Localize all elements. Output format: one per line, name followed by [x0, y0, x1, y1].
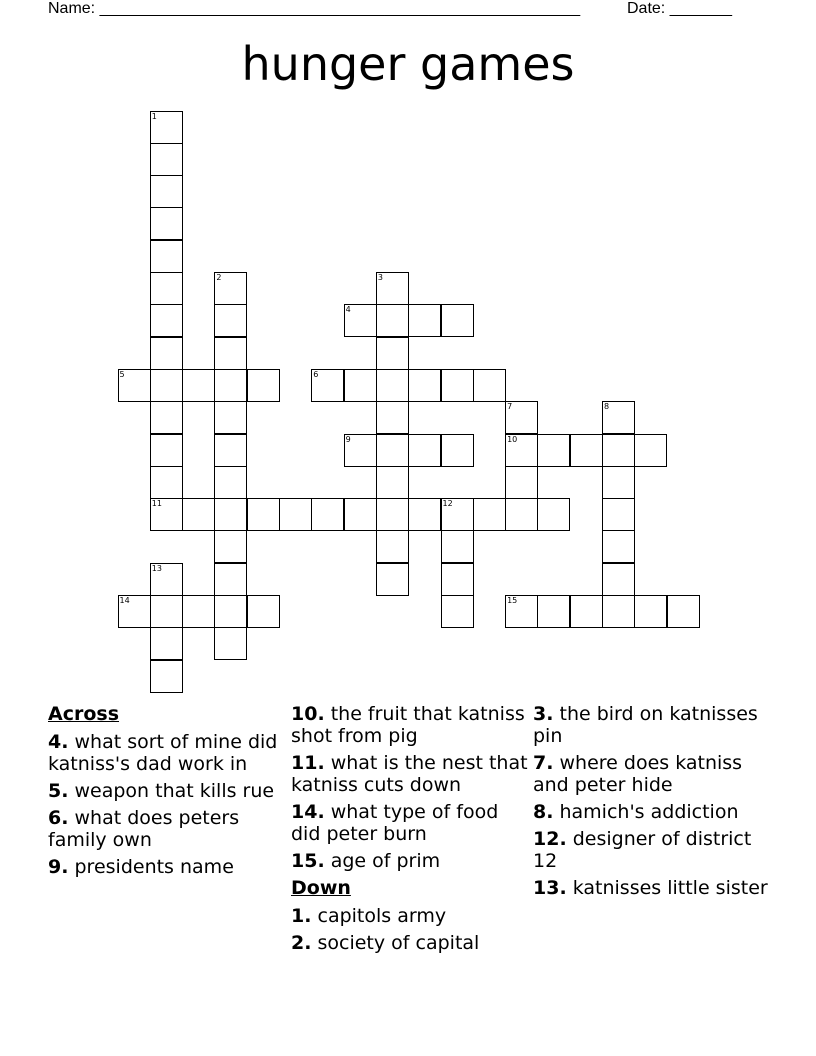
grid-cell[interactable] — [214, 595, 247, 628]
clue-down-1 — [291, 905, 531, 927]
clue-number: 13. — [533, 877, 567, 899]
clue-across-9 — [48, 856, 288, 878]
clue-number-label: 6 — [313, 369, 319, 379]
grid-cell[interactable] — [441, 530, 474, 563]
grid-cell[interactable] — [602, 530, 635, 563]
grid-cell[interactable] — [214, 466, 247, 499]
clue-number: 3. — [533, 703, 554, 725]
clue-number-label: 13 — [151, 563, 162, 573]
clue-number: 11. — [291, 752, 325, 774]
grid-cell[interactable] — [441, 369, 474, 402]
grid-cell[interactable] — [473, 498, 506, 531]
clue-text: the fruit that katniss shot from pig — [291, 703, 525, 747]
clue-text: katnisses little sister — [566, 877, 768, 899]
grid-cell[interactable] — [311, 498, 344, 531]
clue-number-label: 12 — [442, 499, 453, 509]
grid-cell[interactable] — [150, 627, 183, 660]
grid-cell[interactable] — [441, 595, 474, 628]
clue-text: what type of food did peter burn — [291, 801, 499, 845]
clue-number: 5. — [48, 780, 69, 802]
grid-cell[interactable] — [150, 304, 183, 337]
grid-cell[interactable] — [376, 401, 409, 434]
clue-text: designer of district 12 — [533, 828, 752, 872]
grid-cell[interactable] — [214, 401, 247, 434]
grid-cell[interactable] — [182, 369, 215, 402]
clue-down-8 — [533, 801, 773, 823]
grid-cell[interactable] — [279, 498, 312, 531]
grid-cell[interactable] — [537, 434, 570, 467]
grid-cell[interactable] — [344, 369, 377, 402]
puzzle-title: hunger games — [241, 37, 575, 91]
grid-cell[interactable] — [214, 498, 247, 531]
clue-text: hamich's addiction — [553, 801, 739, 823]
clue-number-label: 8 — [604, 402, 610, 412]
name-field[interactable]: Name: ______________________________________________________ — [48, 0, 581, 17]
date-field[interactable]: Date: _______ — [627, 0, 732, 17]
across-heading: Across — [48, 703, 120, 725]
clue-text: capitols army — [311, 905, 447, 927]
grid-cell[interactable] — [247, 369, 280, 402]
grid-cell[interactable] — [182, 595, 215, 628]
grid-cell[interactable] — [376, 498, 409, 531]
grid-cell[interactable] — [602, 466, 635, 499]
clue-text: where does katniss and peter hide — [533, 752, 743, 796]
clue-text: weapon that kills rue — [68, 780, 275, 802]
grid-cell[interactable] — [214, 563, 247, 596]
clue-text: what is the nest that katniss cuts down — [291, 752, 528, 796]
grid-cell[interactable] — [505, 466, 538, 499]
clue-number-label: 10 — [507, 434, 518, 444]
grid-cell[interactable] — [537, 498, 570, 531]
clue-across-4 — [48, 731, 288, 775]
grid-cell[interactable] — [214, 627, 247, 660]
grid-cell[interactable] — [634, 434, 667, 467]
grid-cell[interactable] — [247, 595, 280, 628]
clue-number: 9. — [48, 856, 69, 878]
clue-number: 14. — [291, 801, 325, 823]
clue-text: presidents name — [68, 856, 234, 878]
clues-column-2 — [291, 703, 531, 959]
clue-number: 12. — [533, 828, 567, 850]
clue-number-label: 7 — [507, 402, 513, 412]
clue-number: 2. — [291, 932, 312, 954]
clue-across-10 — [291, 703, 531, 747]
grid-cell[interactable] — [214, 337, 247, 370]
clue-across-5 — [48, 780, 288, 802]
grid-cell[interactable] — [376, 304, 409, 337]
clue-number-label: 1 — [151, 111, 157, 121]
grid-cell[interactable] — [376, 466, 409, 499]
clue-down-13 — [533, 877, 773, 899]
grid-cell[interactable] — [408, 304, 441, 337]
clue-number: 7. — [533, 752, 554, 774]
grid-cell[interactable] — [214, 369, 247, 402]
clues-column-1 — [48, 703, 288, 883]
clue-number: 8. — [533, 801, 554, 823]
clue-number-label: 11 — [151, 499, 162, 509]
grid-cell[interactable] — [150, 272, 183, 305]
grid-cell[interactable] — [214, 304, 247, 337]
grid-cell[interactable] — [505, 498, 538, 531]
grid-cell[interactable] — [408, 498, 441, 531]
grid-cell[interactable] — [150, 240, 183, 273]
clue-number-label: 9 — [345, 434, 351, 444]
clue-number-label: 3 — [377, 273, 383, 282]
grid-cell[interactable] — [376, 369, 409, 402]
clue-text: what does peters family own — [48, 807, 240, 851]
grid-cell[interactable] — [150, 401, 183, 434]
grid-cell[interactable] — [376, 337, 409, 370]
grid-cell[interactable] — [150, 434, 183, 467]
grid-cell[interactable] — [214, 434, 247, 467]
grid-cell[interactable] — [150, 337, 183, 370]
clue-across-11 — [291, 752, 531, 796]
grid-cell[interactable] — [150, 143, 183, 176]
clue-across-14 — [291, 801, 531, 845]
clue-text: age of prim — [324, 850, 441, 872]
clues-column-3 — [533, 703, 773, 904]
clue-number: 1. — [291, 905, 312, 927]
clue-text: the bird on katnisses pin — [533, 703, 758, 747]
clue-across-6 — [48, 807, 288, 851]
grid-cell[interactable] — [376, 563, 409, 596]
clue-number-label: 5 — [119, 369, 125, 379]
grid-cell[interactable] — [570, 595, 603, 628]
grid-cell[interactable] — [602, 498, 635, 531]
grid-cell[interactable] — [408, 369, 441, 402]
grid-cell[interactable] — [376, 434, 409, 467]
clue-down-12 — [533, 828, 773, 872]
clue-number-label: 15 — [507, 596, 518, 605]
grid-cell[interactable] — [667, 595, 700, 628]
grid-cell[interactable] — [247, 498, 280, 531]
grid-cell[interactable] — [214, 530, 247, 563]
clue-number-label: 2 — [216, 273, 222, 282]
clue-down-3 — [533, 703, 773, 747]
grid-cell[interactable] — [408, 434, 441, 467]
clue-number: 4. — [48, 731, 69, 753]
down-heading: Down — [291, 877, 351, 899]
grid-cell[interactable] — [602, 595, 635, 628]
clue-text: what sort of mine did katniss's dad work in — [48, 731, 278, 775]
grid-cell[interactable] — [441, 563, 474, 596]
grid-cell[interactable] — [150, 466, 183, 499]
clue-number: 15. — [291, 850, 325, 872]
grid-cell[interactable] — [150, 595, 183, 628]
grid-cell[interactable] — [634, 595, 667, 628]
clue-down-2 — [291, 932, 531, 954]
grid-cell[interactable] — [602, 434, 635, 467]
clue-text: society of capital — [311, 932, 480, 954]
grid-cell[interactable] — [473, 369, 506, 402]
grid-cell[interactable] — [441, 304, 474, 337]
grid-cell[interactable] — [150, 207, 183, 240]
clue-across-15 — [291, 850, 531, 872]
grid-cell[interactable] — [182, 498, 215, 531]
grid-cell[interactable] — [376, 530, 409, 563]
clue-number: 10. — [291, 703, 325, 725]
clue-number-label: 4 — [345, 305, 351, 315]
clue-number-label: 14 — [119, 596, 130, 605]
grid-cell[interactable] — [344, 498, 377, 531]
grid-cell[interactable] — [570, 434, 603, 467]
grid-cell[interactable] — [150, 660, 183, 693]
clue-number: 6. — [48, 807, 69, 829]
clue-down-7 — [533, 752, 773, 796]
grid-cell[interactable] — [602, 563, 635, 596]
grid-cell[interactable] — [441, 434, 474, 467]
grid-cell[interactable] — [537, 595, 570, 628]
grid-cell[interactable] — [150, 369, 183, 402]
grid-cell[interactable] — [150, 175, 183, 208]
